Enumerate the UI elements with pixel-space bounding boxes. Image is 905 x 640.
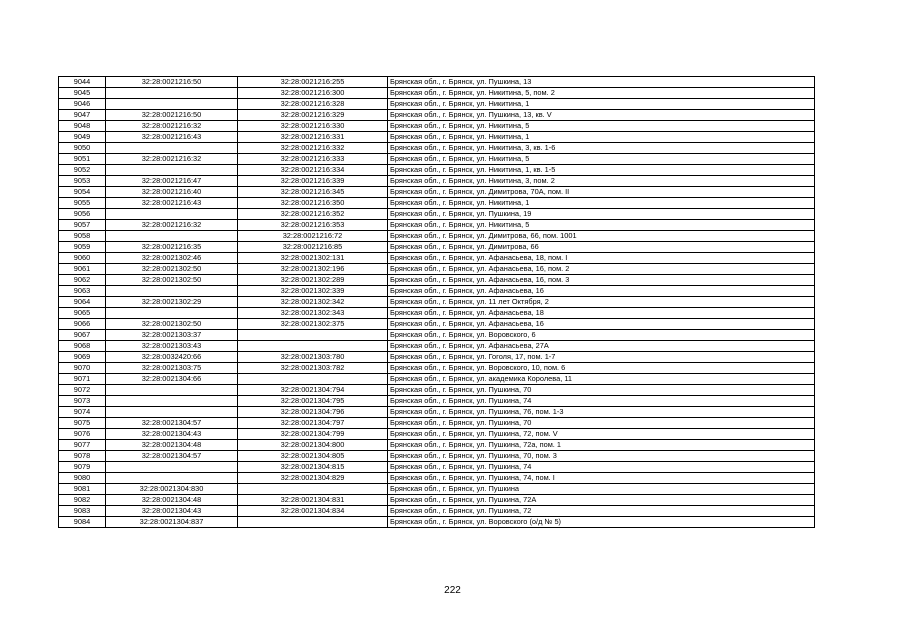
- row-number-cell: 9070: [59, 363, 106, 374]
- parcel-cadastral-number-cell: [106, 165, 238, 176]
- table-row: [59, 429, 815, 440]
- object-cadastral-number-cell: 32:28:0021303:780: [238, 352, 388, 363]
- address-cell: Брянская обл., г. Брянск, ул. Гоголя, 17, пом. 1-7: [388, 352, 815, 363]
- row-number-cell: 9061: [59, 264, 106, 275]
- table-row: [59, 154, 815, 165]
- parcel-cadastral-number-cell: 32:28:0021302:50: [106, 319, 238, 330]
- parcel-cadastral-number-cell: [106, 88, 238, 99]
- address-cell: Брянская обл., г. Брянск, ул. Воровского, 10, пом. 6: [388, 363, 815, 374]
- table-row: [59, 165, 815, 176]
- object-cadastral-number-cell: 32:28:0021304:800: [238, 440, 388, 451]
- object-cadastral-number-cell: 32:28:0021216:330: [238, 121, 388, 132]
- row-number-cell: 9055: [59, 198, 106, 209]
- table-row: [59, 363, 815, 374]
- row-number-cell: 9083: [59, 506, 106, 517]
- address-cell: Брянская обл., г. Брянск, ул. Афанасьева, 16: [388, 319, 815, 330]
- address-cell: Брянская обл., г. Брянск, ул. Пушкина, 70: [388, 418, 815, 429]
- address-cell: Брянская обл., г. Брянск, ул. Воровского, 6: [388, 330, 815, 341]
- parcel-cadastral-number-cell: 32:28:0021304:43: [106, 429, 238, 440]
- table-row: [59, 99, 815, 110]
- object-cadastral-number-cell: 32:28:0021216:328: [238, 99, 388, 110]
- object-cadastral-number-cell: 32:28:0021302:343: [238, 308, 388, 319]
- parcel-cadastral-number-cell: [106, 286, 238, 297]
- address-cell: Брянская обл., г. Брянск, ул. Пушкина, 19: [388, 209, 815, 220]
- row-number-cell: 9073: [59, 396, 106, 407]
- parcel-cadastral-number-cell: 32:28:0021304:66: [106, 374, 238, 385]
- address-cell: Брянская обл., г. Брянск, ул. Димитрова, 66, пом. 1001: [388, 231, 815, 242]
- object-cadastral-number-cell: 32:28:0021216:352: [238, 209, 388, 220]
- address-cell: Брянская обл., г. Брянск, ул. Пушкина, 74: [388, 462, 815, 473]
- object-cadastral-number-cell: [238, 330, 388, 341]
- object-cadastral-number-cell: 32:28:0021304:794: [238, 385, 388, 396]
- row-number-cell: 9080: [59, 473, 106, 484]
- parcel-cadastral-number-cell: 32:28:0021216:50: [106, 110, 238, 121]
- table-row: [59, 352, 815, 363]
- table-row: [59, 121, 815, 132]
- address-cell: Брянская обл., г. Брянск, ул. Никитина, 3, кв. 1-6: [388, 143, 815, 154]
- address-cell: Брянская обл., г. Брянск, ул. Никитина, 1, кв. 1-5: [388, 165, 815, 176]
- row-number-cell: 9056: [59, 209, 106, 220]
- row-number-cell: 9068: [59, 341, 106, 352]
- address-cell: Брянская обл., г. Брянск, ул. Пушкина, 76, пом. 1-3: [388, 407, 815, 418]
- object-cadastral-number-cell: 32:28:0021304:795: [238, 396, 388, 407]
- row-number-cell: 9049: [59, 132, 106, 143]
- address-cell: Брянская обл., г. Брянск, ул. Никитина, 1: [388, 99, 815, 110]
- table-row: [59, 484, 815, 495]
- row-number-cell: 9059: [59, 242, 106, 253]
- table-row: [59, 451, 815, 462]
- table-row: [59, 176, 815, 187]
- parcel-cadastral-number-cell: [106, 473, 238, 484]
- object-cadastral-number-cell: 32:28:0021216:333: [238, 154, 388, 165]
- object-cadastral-number-cell: 32:28:0021304:815: [238, 462, 388, 473]
- parcel-cadastral-number-cell: 32:28:0021216:32: [106, 220, 238, 231]
- parcel-cadastral-number-cell: 32:28:0021304:57: [106, 418, 238, 429]
- parcel-cadastral-number-cell: 32:28:0021304:837: [106, 517, 238, 528]
- row-number-cell: 9067: [59, 330, 106, 341]
- address-cell: Брянская обл., г. Брянск, ул. Пушкина, 74: [388, 396, 815, 407]
- address-cell: Брянская обл., г. Брянск, ул. Никитина, 3, пом. 2: [388, 176, 815, 187]
- row-number-cell: 9051: [59, 154, 106, 165]
- page-number: 222: [444, 585, 461, 596]
- row-number-cell: 9057: [59, 220, 106, 231]
- object-cadastral-number-cell: [238, 517, 388, 528]
- address-cell: Брянская обл., г. Брянск, ул. Афанасьева, 18: [388, 308, 815, 319]
- object-cadastral-number-cell: 32:28:0021216:345: [238, 187, 388, 198]
- table-row: [59, 297, 815, 308]
- parcel-cadastral-number-cell: [106, 407, 238, 418]
- row-number-cell: 9052: [59, 165, 106, 176]
- row-number-cell: 9050: [59, 143, 106, 154]
- parcel-cadastral-number-cell: 32:28:0021303:37: [106, 330, 238, 341]
- object-cadastral-number-cell: 32:28:0021216:331: [238, 132, 388, 143]
- row-number-cell: 9062: [59, 275, 106, 286]
- address-cell: Брянская обл., г. Брянск, ул. Пушкина, 72, пом. V: [388, 429, 815, 440]
- parcel-cadastral-number-cell: 32:28:0021216:32: [106, 121, 238, 132]
- parcel-cadastral-number-cell: 32:28:0021304:48: [106, 440, 238, 451]
- row-number-cell: 9054: [59, 187, 106, 198]
- object-cadastral-number-cell: 32:28:0021302:375: [238, 319, 388, 330]
- row-number-cell: 9078: [59, 451, 106, 462]
- object-cadastral-number-cell: 32:28:0021302:196: [238, 264, 388, 275]
- table-row: [59, 143, 815, 154]
- address-cell: Брянская обл., г. Брянск, ул. Афанасьева, 16, пом. 2: [388, 264, 815, 275]
- parcel-cadastral-number-cell: [106, 462, 238, 473]
- object-cadastral-number-cell: [238, 341, 388, 352]
- table-row: [59, 506, 815, 517]
- table-row: [59, 374, 815, 385]
- parcel-cadastral-number-cell: 32:28:0021303:43: [106, 341, 238, 352]
- row-number-cell: 9058: [59, 231, 106, 242]
- object-cadastral-number-cell: [238, 484, 388, 495]
- address-cell: Брянская обл., г. Брянск, ул. Никитина, 1: [388, 198, 815, 209]
- table-row: [59, 242, 815, 253]
- parcel-cadastral-number-cell: 32:28:0021216:43: [106, 198, 238, 209]
- parcel-cadastral-number-cell: 32:28:0021302:50: [106, 275, 238, 286]
- address-cell: Брянская обл., г. Брянск, ул. Димитрова, 66: [388, 242, 815, 253]
- row-number-cell: 9064: [59, 297, 106, 308]
- table-row: [59, 407, 815, 418]
- row-number-cell: 9072: [59, 385, 106, 396]
- parcel-cadastral-number-cell: 32:28:0021303:75: [106, 363, 238, 374]
- object-cadastral-number-cell: 32:28:0021304:796: [238, 407, 388, 418]
- row-number-cell: 9044: [59, 77, 106, 88]
- row-number-cell: 9063: [59, 286, 106, 297]
- table-row: [59, 187, 815, 198]
- registry-table-body: [59, 77, 815, 528]
- row-number-cell: 9060: [59, 253, 106, 264]
- address-cell: Брянская обл., г. Брянск, ул. Никитина, 5: [388, 154, 815, 165]
- table-row: [59, 231, 815, 242]
- table-row: [59, 495, 815, 506]
- address-cell: Брянская обл., г. Брянск, ул. Афанасьева, 16: [388, 286, 815, 297]
- address-cell: Брянская обл., г. Брянск, ул. Никитина, 5, пом. 2: [388, 88, 815, 99]
- table-row: [59, 462, 815, 473]
- parcel-cadastral-number-cell: 32:28:0021302:46: [106, 253, 238, 264]
- parcel-cadastral-number-cell: 32:28:0021216:35: [106, 242, 238, 253]
- table-row: [59, 308, 815, 319]
- table-row: [59, 77, 815, 88]
- parcel-cadastral-number-cell: 32:28:0021304:48: [106, 495, 238, 506]
- table-row: [59, 198, 815, 209]
- object-cadastral-number-cell: 32:28:0021216:350: [238, 198, 388, 209]
- table-row: [59, 385, 815, 396]
- row-number-cell: 9079: [59, 462, 106, 473]
- parcel-cadastral-number-cell: [106, 308, 238, 319]
- table-row: [59, 517, 815, 528]
- parcel-cadastral-number-cell: [106, 209, 238, 220]
- row-number-cell: 9069: [59, 352, 106, 363]
- table-row: [59, 418, 815, 429]
- row-number-cell: 9046: [59, 99, 106, 110]
- address-cell: Брянская обл., г. Брянск, ул. Никитина, 5: [388, 121, 815, 132]
- object-cadastral-number-cell: 32:28:0021304:831: [238, 495, 388, 506]
- row-number-cell: 9084: [59, 517, 106, 528]
- table-row: [59, 253, 815, 264]
- parcel-cadastral-number-cell: 32:28:0021216:43: [106, 132, 238, 143]
- address-cell: Брянская обл., г. Брянск, ул. Пушкина: [388, 484, 815, 495]
- parcel-cadastral-number-cell: 32:28:0021216:50: [106, 77, 238, 88]
- object-cadastral-number-cell: 32:28:0021216:332: [238, 143, 388, 154]
- row-number-cell: 9053: [59, 176, 106, 187]
- address-cell: Брянская обл., г. Брянск, ул. Пушкина, 70: [388, 385, 815, 396]
- table-row: [59, 209, 815, 220]
- address-cell: Брянская обл., г. Брянск, ул. Пушкина, 13: [388, 77, 815, 88]
- parcel-cadastral-number-cell: [106, 231, 238, 242]
- address-cell: Брянская обл., г. Брянск, ул. Никитина, 5: [388, 220, 815, 231]
- parcel-cadastral-number-cell: 32:28:0032420:66: [106, 352, 238, 363]
- object-cadastral-number-cell: 32:28:0021216:339: [238, 176, 388, 187]
- row-number-cell: 9076: [59, 429, 106, 440]
- row-number-cell: 9045: [59, 88, 106, 99]
- parcel-cadastral-number-cell: 32:28:0021304:43: [106, 506, 238, 517]
- parcel-cadastral-number-cell: [106, 143, 238, 154]
- table-row: [59, 88, 815, 99]
- object-cadastral-number-cell: 32:28:0021304:799: [238, 429, 388, 440]
- address-cell: Брянская обл., г. Брянск, ул. Афанасьева, 18, пом. I: [388, 253, 815, 264]
- address-cell: Брянская обл., г. Брянск, ул. Пушкина, 72а, пом. 1: [388, 440, 815, 451]
- table-row: [59, 286, 815, 297]
- address-cell: Брянская обл., г. Брянск, ул. Воровского (о/д № 5): [388, 517, 815, 528]
- address-cell: Брянская обл., г. Брянск, ул. Никитина, 1: [388, 132, 815, 143]
- parcel-cadastral-number-cell: 32:28:0021302:29: [106, 297, 238, 308]
- parcel-cadastral-number-cell: 32:28:0021302:50: [106, 264, 238, 275]
- parcel-cadastral-number-cell: 32:28:0021216:40: [106, 187, 238, 198]
- row-number-cell: 9075: [59, 418, 106, 429]
- object-cadastral-number-cell: 32:28:0021216:85: [238, 242, 388, 253]
- address-cell: Брянская обл., г. Брянск, ул. академика Королева, 11: [388, 374, 815, 385]
- address-cell: Брянская обл., г. Брянск, ул. Афанасьева, 27А: [388, 341, 815, 352]
- object-cadastral-number-cell: 32:28:0021302:131: [238, 253, 388, 264]
- table-row: [59, 275, 815, 286]
- row-number-cell: 9048: [59, 121, 106, 132]
- object-cadastral-number-cell: 32:28:0021216:255: [238, 77, 388, 88]
- table-row: [59, 396, 815, 407]
- object-cadastral-number-cell: 32:28:0021304:805: [238, 451, 388, 462]
- parcel-cadastral-number-cell: 32:28:0021304:830: [106, 484, 238, 495]
- table-row: [59, 319, 815, 330]
- object-cadastral-number-cell: 32:28:0021302:342: [238, 297, 388, 308]
- table-row: [59, 110, 815, 121]
- object-cadastral-number-cell: 32:28:0021216:300: [238, 88, 388, 99]
- row-number-cell: 9074: [59, 407, 106, 418]
- parcel-cadastral-number-cell: 32:28:0021216:32: [106, 154, 238, 165]
- row-number-cell: 9081: [59, 484, 106, 495]
- row-number-cell: 9077: [59, 440, 106, 451]
- parcel-cadastral-number-cell: 32:28:0021304:57: [106, 451, 238, 462]
- address-cell: Брянская обл., г. Брянск, ул. Пушкина, 72: [388, 506, 815, 517]
- table-row: [59, 330, 815, 341]
- table-row: [59, 440, 815, 451]
- address-cell: Брянская обл., г. Брянск, ул. Пушкина, 72А: [388, 495, 815, 506]
- row-number-cell: 9065: [59, 308, 106, 319]
- parcel-cadastral-number-cell: 32:28:0021216:47: [106, 176, 238, 187]
- address-cell: Брянская обл., г. Брянск, ул. Афанасьева, 16, пом. 3: [388, 275, 815, 286]
- object-cadastral-number-cell: 32:28:0021302:289: [238, 275, 388, 286]
- address-cell: Брянская обл., г. Брянск, ул. Пушкина, 13, кв. V: [388, 110, 815, 121]
- parcel-cadastral-number-cell: [106, 396, 238, 407]
- row-number-cell: 9082: [59, 495, 106, 506]
- row-number-cell: 9066: [59, 319, 106, 330]
- table-row: [59, 132, 815, 143]
- object-cadastral-number-cell: 32:28:0021302:339: [238, 286, 388, 297]
- table-row: [59, 264, 815, 275]
- object-cadastral-number-cell: 32:28:0021216:334: [238, 165, 388, 176]
- object-cadastral-number-cell: 32:28:0021216:72: [238, 231, 388, 242]
- object-cadastral-number-cell: 32:28:0021304:797: [238, 418, 388, 429]
- object-cadastral-number-cell: 32:28:0021304:834: [238, 506, 388, 517]
- table-row: [59, 220, 815, 231]
- address-cell: Брянская обл., г. Брянск, ул. 11 лет Октября, 2: [388, 297, 815, 308]
- address-cell: Брянская обл., г. Брянск, ул. Пушкина, 74, пом. I: [388, 473, 815, 484]
- parcel-cadastral-number-cell: [106, 385, 238, 396]
- address-cell: Брянская обл., г. Брянск, ул. Пушкина, 70, пом. 3: [388, 451, 815, 462]
- object-cadastral-number-cell: 32:28:0021304:829: [238, 473, 388, 484]
- object-cadastral-number-cell: 32:28:0021216:329: [238, 110, 388, 121]
- row-number-cell: 9071: [59, 374, 106, 385]
- registry-table: [58, 76, 815, 528]
- table-row: [59, 341, 815, 352]
- table-row: [59, 473, 815, 484]
- parcel-cadastral-number-cell: [106, 99, 238, 110]
- row-number-cell: 9047: [59, 110, 106, 121]
- object-cadastral-number-cell: 32:28:0021216:353: [238, 220, 388, 231]
- object-cadastral-number-cell: 32:28:0021303:782: [238, 363, 388, 374]
- address-cell: Брянская обл., г. Брянск, ул. Димитрова, 70А, пом. II: [388, 187, 815, 198]
- object-cadastral-number-cell: [238, 374, 388, 385]
